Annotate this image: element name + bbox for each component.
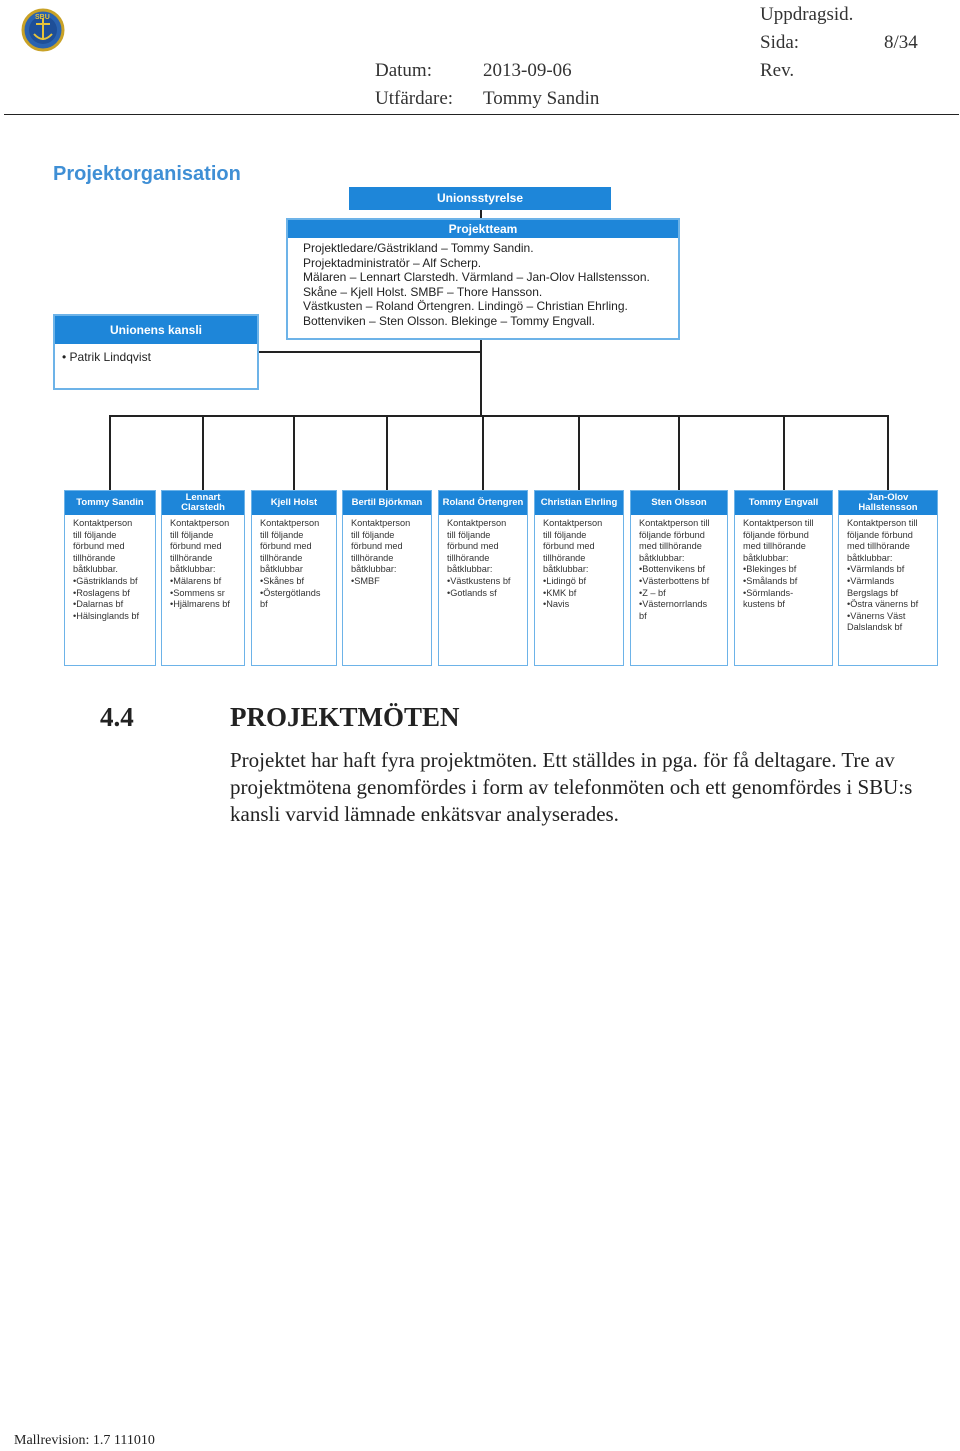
sida-value: 8/34: [884, 32, 918, 53]
office-box: [53, 314, 259, 390]
member-name: Tommy Engvall: [735, 491, 832, 515]
member-name: Christian Ehrling: [535, 491, 623, 515]
rev-label: Rev.: [760, 60, 795, 81]
team-line: Mälaren – Lennart Clarstedh. Värmland – Jan-Olov Hallstensson.: [303, 270, 650, 285]
datum-value: 2013-09-06: [483, 60, 572, 81]
member-text: Kontaktperson till följande förbund med tillhörande båtklubbar: •Lidingö bf •KMK bf •Navis: [543, 518, 603, 610]
board-box: [349, 187, 611, 210]
team-title-text: Projektteam: [448, 222, 518, 236]
member-column: [251, 490, 337, 666]
member-column: [342, 490, 432, 666]
org-chart-title: Projektorganisation: [53, 163, 241, 185]
footer-revision: Mallrevision: 1.7 111010: [14, 1433, 155, 1448]
office-title-text: Unionens kansli: [109, 323, 203, 337]
member-text: Kontaktperson till följande förbund med tillhörande båtklubbar: •Västkustens bf •Gotlands sf: [447, 518, 511, 598]
team-line: Västkusten – Roland Örtengren. Lindingö – Christian Ehrling.: [303, 299, 628, 314]
member-name: Sten Olsson: [631, 491, 727, 515]
connector-drop: [578, 415, 580, 490]
connector-drop: [482, 415, 484, 490]
member-name: Bertil Björkman: [343, 491, 431, 515]
connector-office: [259, 351, 481, 353]
member-column: [534, 490, 624, 666]
member-name: Kjell Holst: [252, 491, 336, 515]
team-members: [303, 241, 650, 329]
team-line: Projektledare/Gästrikland – Tommy Sandin.: [303, 241, 534, 255]
member-text: Kontaktperson till följande förbund med tillhörande båtklubbar: •Värmlands bf •Värmlands Bergslags bf •Östra vänerns bf •Vänerns Väst Dalslandsk bf: [847, 518, 919, 633]
member-name: Lennart Clarstedh: [162, 491, 244, 515]
board-label: Unionsstyrelse: [436, 191, 524, 205]
uppdragsid-label: Uppdragsid.: [760, 4, 854, 25]
connector-trunk: [480, 340, 482, 416]
connector-drop: [109, 415, 111, 490]
connector-horizontal: [110, 415, 888, 417]
member-text: Kontaktperson till följande förbund med tillhörande båtklubbar. •Gästriklands bf •Roslagens bf •Dalarnas bf •Hälsinglands bf: [73, 518, 140, 621]
connector-drop: [386, 415, 388, 490]
member-name: Tommy Sandin: [65, 491, 155, 515]
member-column: [734, 490, 833, 666]
team-line: Bottenviken – Sten Olsson. Blekinge – Tommy Engvall.: [303, 313, 595, 328]
header-rule: [4, 114, 959, 115]
connector-drop: [678, 415, 680, 490]
connector-drop: [202, 415, 204, 490]
member-name: Jan-Olov Hallstensson: [839, 491, 937, 515]
team-box: [286, 218, 680, 340]
sida-label: Sida:: [760, 32, 800, 53]
utfardare-label: Utfärdare:: [375, 88, 454, 109]
datum-label: Datum:: [375, 60, 432, 81]
member-column: [64, 490, 156, 666]
section-paragraph: Projektet har haft fyra projektmöten. Ett ställdes in pga. för få deltagare. Tre av projektmötena genomfördes i form av telefonmöten och ett genomfördes i SBU:s kansli varvid lämnade enkätsvar analyserades.: [230, 748, 913, 826]
member-column: [630, 490, 728, 666]
connector-drop: [293, 415, 295, 490]
sbu-logo: [18, 4, 68, 56]
office-member: • Patrik Lindqvist: [62, 350, 151, 364]
utfardare-value: Tommy Sandin: [483, 88, 600, 109]
team-line: Projektadministratör – Alf Scherp.: [303, 255, 482, 270]
member-name: Roland Örtengren: [439, 491, 527, 515]
member-column: [161, 490, 245, 666]
member-text: Kontaktperson till följande förbund med tillhörande båtklubbar: •Mälarens bf •Sommens sr •Hjälmarens bf: [170, 518, 230, 610]
connector-drop: [783, 415, 785, 490]
member-text: Kontaktperson till följande förbund med tillhörande båtklubbar: •SMBF: [351, 518, 411, 586]
member-column: [838, 490, 938, 666]
member-text: Kontaktperson till följande förbund med tillhörande båtklubbar: •Blekinges bf •Smålands bf •Sörmlands- kustens bf: [743, 518, 814, 610]
section-number: 4.4: [100, 702, 134, 732]
office-title: [55, 316, 257, 344]
member-column: [438, 490, 528, 666]
team-title: [288, 220, 678, 238]
team-line: Skåne – Kjell Holst. SMBF – Thore Hansson.: [303, 284, 543, 299]
connector-drop: [887, 415, 889, 490]
member-text: Kontaktperson till följande förbund med tillhörande båtklubbar •Skånes bf •Östergötlands bf: [260, 518, 321, 610]
logo-text: SBU: [35, 14, 50, 21]
section-title: PROJEKTMÖTEN: [230, 702, 460, 732]
member-text: Kontaktperson till följande förbund med tillhörande båtklubbar: •Bottenvikens bf •Västerbottens bf •Z – bf •Västernorrlands bf: [639, 518, 710, 621]
